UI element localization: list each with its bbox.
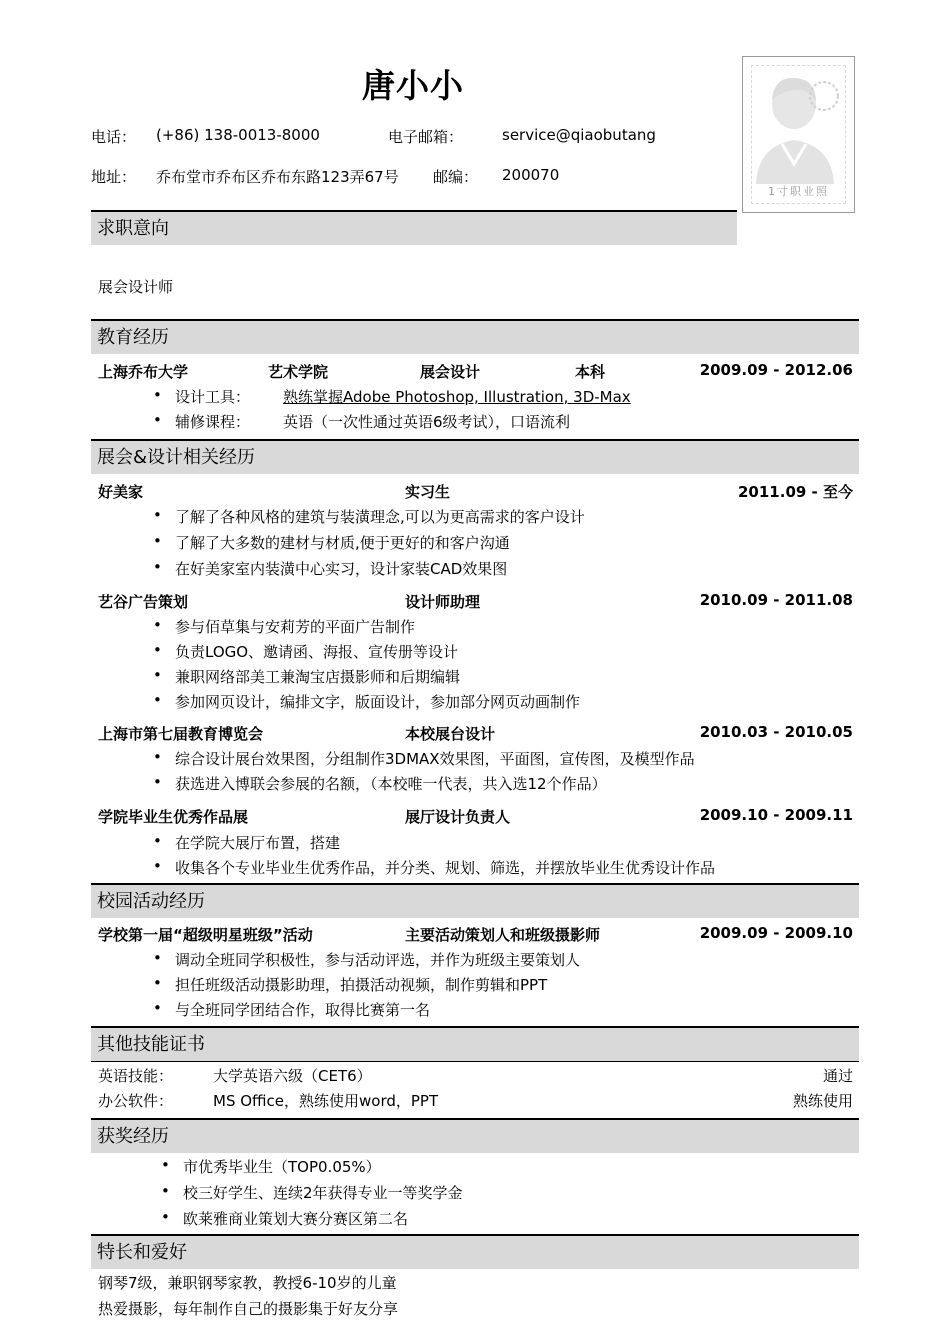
job-row: 学院毕业生优秀作品展 展厅设计负责人 2009.10 - 2009.11: [98, 806, 853, 826]
education-row: [98, 361, 853, 383]
hobby-line: 热爱摄影，每年制作自己的摄影集于好友分享: [98, 1300, 399, 1318]
skill-label: 英语技能：: [98, 1067, 174, 1085]
school-name: 上海乔布大学: [98, 363, 189, 381]
section-objective-header: 求职意向: [91, 210, 737, 245]
section-skills-header: 其他技能证书: [91, 1026, 859, 1061]
phone-label: 电话：: [91, 128, 137, 146]
skill-status: 熟练使用: [792, 1092, 853, 1110]
phone-value: (+86) 138-0013-8000: [156, 126, 320, 144]
job-row: 上海市第七届教育博览会 本校展台设计 2010.03 - 2010.05: [98, 723, 853, 743]
job-row: 艺谷广告策划 设计师助理 2010.09 - 2011.08: [98, 591, 853, 611]
campus-row: 学校第一届“超级明星班级”活动 主要活动策划人和班级摄影师 2009.09 - 2009.10: [98, 924, 853, 944]
zip-label: 邮编：: [433, 168, 479, 186]
section-experience-header: 展会&设计相关经历: [91, 439, 859, 474]
skill-value: 大学英语六级（CET6）: [213, 1067, 372, 1085]
photo-caption: 1寸职业照: [768, 185, 829, 198]
section-awards-header: 获奖经历: [91, 1118, 859, 1153]
zip-value: 200070: [502, 166, 560, 184]
email-value: service@qiaobutang: [502, 126, 656, 144]
section-education-header: 教育经历: [91, 319, 859, 354]
section-campus-header: 校园活动经历: [91, 883, 859, 918]
divider: [91, 1061, 859, 1062]
hobby-line: 钢琴7级，兼职钢琴家教，教授6-10岁的儿童: [98, 1274, 397, 1292]
photo-placeholder: [742, 56, 855, 213]
skill-status: 通过: [822, 1067, 853, 1085]
college-name: 艺术学院: [268, 363, 329, 381]
skill-value: MS Office，熟练使用word，PPT: [213, 1092, 439, 1110]
major-name: 展会设计: [420, 363, 481, 381]
section-hobbies-header: 特长和爱好: [91, 1234, 859, 1269]
degree: 本科: [575, 363, 606, 381]
address-label: 地址：: [91, 168, 137, 186]
job-row: 好美家 实习生 2011.09 - 至今: [98, 483, 853, 501]
skill-label: 办公软件：: [98, 1092, 174, 1110]
resume-name: 唐小小: [362, 66, 464, 105]
address-value: 乔布堂市乔布区乔布东路123弄67号: [156, 168, 399, 186]
email-label: 电子邮箱：: [388, 128, 464, 146]
objective-text: 展会设计师: [98, 278, 174, 296]
education-date: 2009.09 - 2012.06: [699, 361, 853, 379]
